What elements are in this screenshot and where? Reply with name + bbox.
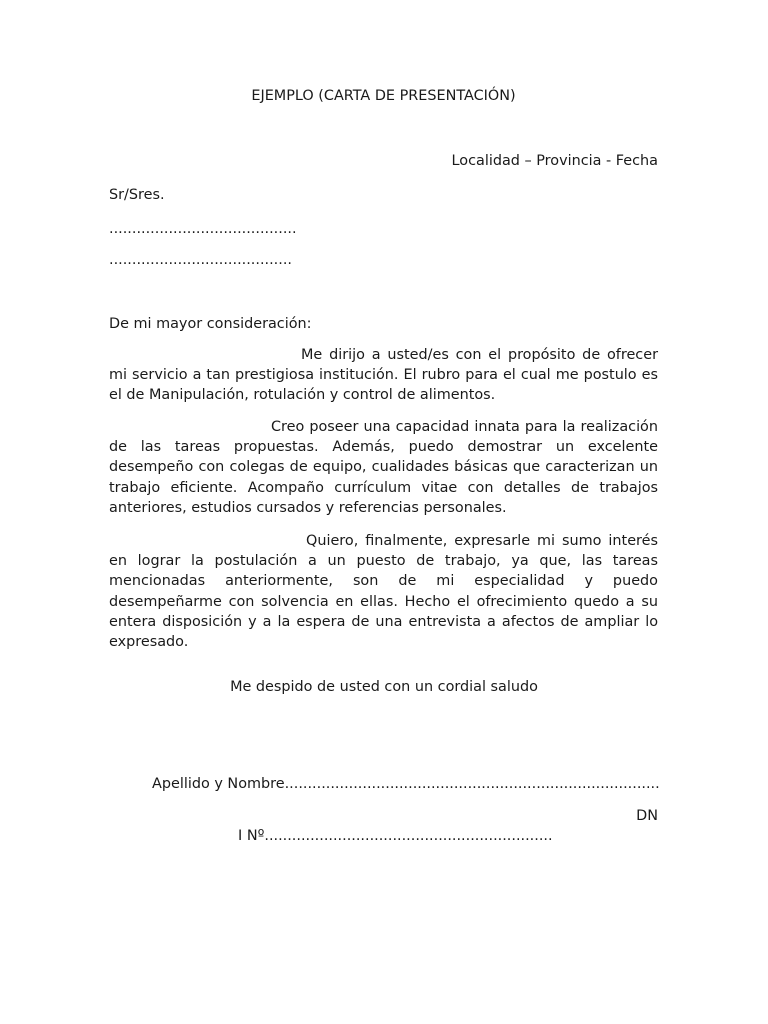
id-label-start: DN xyxy=(636,808,658,824)
recipient-placeholder-line-2: ........................................ xyxy=(109,252,292,268)
body-paragraph-1: Me dirijo a usted/es con el propósito de ofrecer mi servicio a tan prestigiosa institución. El rubro para el cual me postulo es el de Manipulación, rotulación y control de alimentos. xyxy=(109,347,658,404)
place-date: Localidad – Provincia - Fecha xyxy=(451,153,658,169)
closing-line: Me despido de usted con un cordial saludo xyxy=(230,679,538,695)
salutation: Sr/Sres. xyxy=(109,187,165,203)
body-paragraph-2: Creo poseer una capacidad innata para la realización de las tareas propuestas. Además, puedo demostrar un excelente desempeño con colegas de equipo, cualidades básicas que caracterizan un trabajo eficiente. Acompaño currículum vitae con detalles de trabajos anteriores, estudios cursados y referencias personales. xyxy=(109,419,658,516)
signature-name-line: Apellido y Nombre.................................................................................. xyxy=(152,776,660,792)
recipient-placeholder-line-1: ......................................... xyxy=(109,221,297,237)
id-number-line: I Nº............................................................... xyxy=(238,828,553,844)
body-paragraph-3: Quiero, finalmente, expresarle mi sumo interés en lograr la postulación a un puesto de trabajo, ya que, las tareas mencionadas anteriormente, son de mi especialidad y puedo desempeñarme con solvencia en ellas. Hecho el ofrecimiento quedo a su entera disposición y a la espera de una entrevista a afectos de ampliar lo expresado. xyxy=(109,533,658,651)
greeting-line: De mi mayor consideración: xyxy=(109,316,312,332)
letter-title: EJEMPLO (CARTA DE PRESENTACIÓN) xyxy=(251,88,516,104)
